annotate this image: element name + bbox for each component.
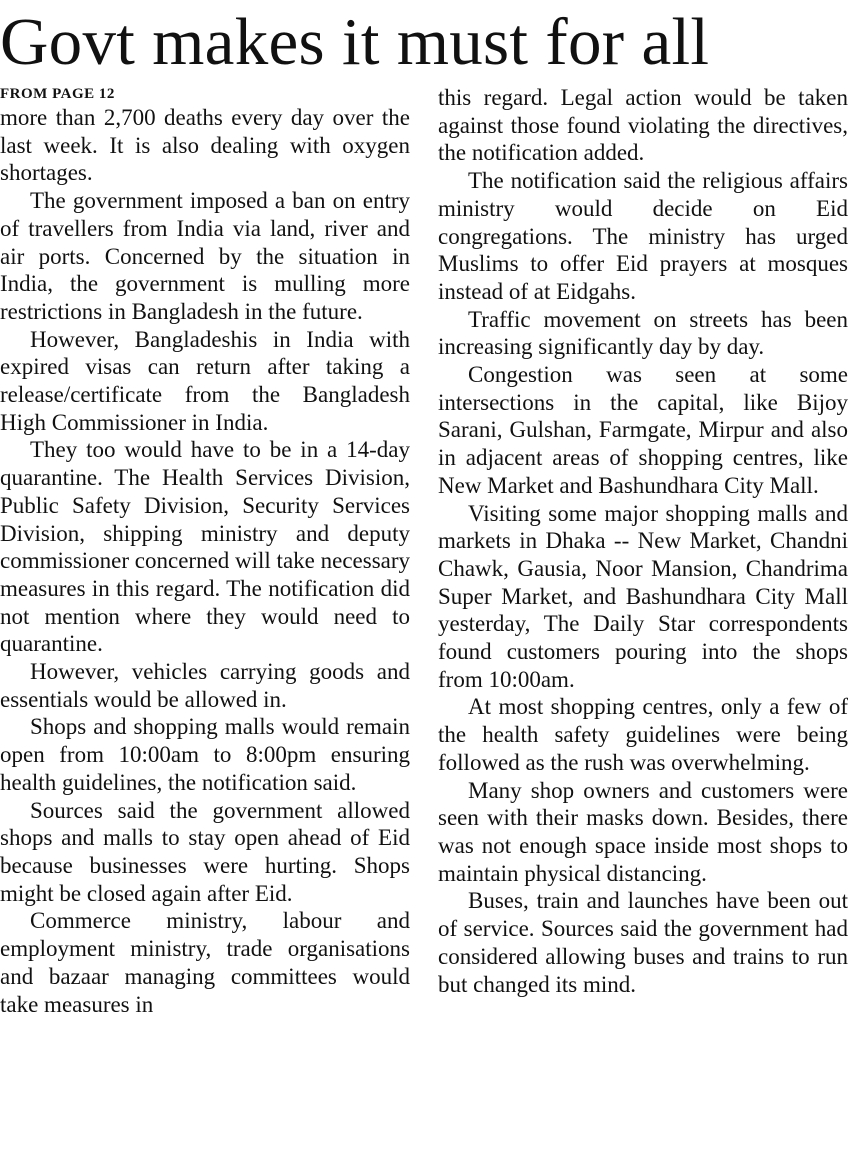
headline: Govt makes it must for all xyxy=(0,5,710,79)
paragraph: They too would have to be in a 14-day quarantine. The Health Services Division, Public Safety Division, Security Services Division, shipping ministry and deputy commissioner concerned will take necessary measures in this regard. The notification did not mention where they would need to quarantine. xyxy=(0,437,410,657)
paragraph: more than 2,700 deaths every day over the last week. It is also dealing with oxygen shortages. xyxy=(0,105,410,186)
paragraph: Commerce ministry, labour and employment ministry, trade organisations and bazaar managing committees would take measures in xyxy=(0,908,410,1017)
left-column-body xyxy=(0,104,410,1018)
paragraph: The government imposed a ban on entry of travellers from India via land, river and air ports. Concerned by the situation in India, the government is mulling more restrictions in Bangladesh in the future. xyxy=(0,188,410,324)
paragraph: However, Bangladeshis in India with expired visas can return after taking a release/certificate from the Bangladesh High Commissioner in India. xyxy=(0,326,410,435)
paragraph: The notification said the religious affairs ministry would decide on Eid congregations. The ministry has urged Muslims to offer Eid prayers at mosques instead of at Eidgahs. xyxy=(438,168,848,304)
paragraph: Many shop owners and customers were seen with their masks down. Besides, there was not enough space inside most shops to maintain physical distancing. xyxy=(438,777,848,886)
paragraph: At most shopping centres, only a few of the health safety guidelines were being followed as the rush was overwhelming. xyxy=(438,694,848,775)
paragraph: Buses, train and launches have been out of service. Sources said the government had considered allowing buses and trains to run but changed its mind. xyxy=(438,888,848,997)
paragraph: Sources said the government allowed shops and malls to stay open ahead of Eid because businesses were hurting. Shops might be closed again after Eid. xyxy=(0,797,410,906)
jump-line: FROM PAGE 12 xyxy=(0,86,115,102)
paragraph: Visiting some major shopping malls and markets in Dhaka -- New Market, Chandni Chawk, Gausia, Noor Mansion, Chandrima Super Market, and Bashundhara City Mall yesterday, The Daily Star correspondents found customers pouring into the shops from 10:00am. xyxy=(438,500,848,692)
paragraph: this regard. Legal action would be taken against those found violating the directives, the notification added. xyxy=(438,85,848,166)
paragraph: Traffic movement on streets has been increasing significantly day by day. xyxy=(438,306,848,360)
article-column-left xyxy=(0,84,410,1164)
article-column-right xyxy=(438,84,848,1164)
paragraph: Congestion was seen at some intersections in the capital, like Bijoy Sarani, Gulshan, Farmgate, Mirpur and also in adjacent areas of shopping centres, like New Market and Bashundhara City Mall. xyxy=(438,362,848,498)
paragraph: Shops and shopping malls would remain open from 10:00am to 8:00pm ensuring health guidelines, the notification said. xyxy=(0,714,410,795)
paragraph: However, vehicles carrying goods and essentials would be allowed in. xyxy=(0,659,410,712)
